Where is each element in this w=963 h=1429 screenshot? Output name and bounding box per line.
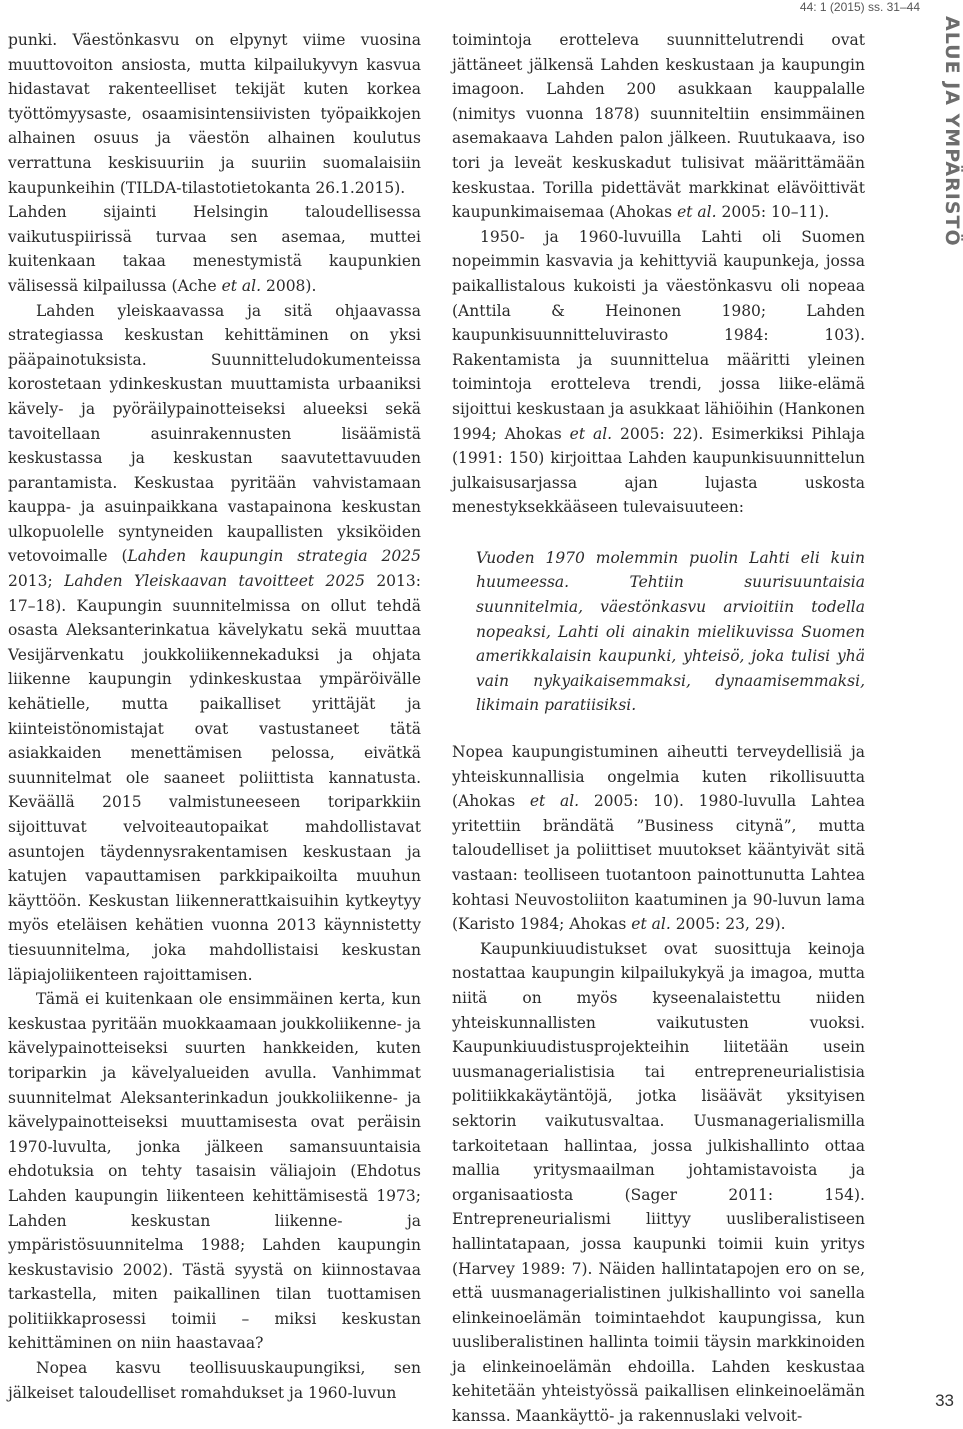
left-column (8, 28, 421, 1405)
block-quote: Vuoden 1970 molemmin puolin Lahti eli kuin huumeessa. Tehtiin suurisuuntaisia suunnitelmia, väestönkasvu arvioitiin todella nopeaksi, Lahti oli ainakin mielikuvissa Suomen amerikkalaisin kaupunki, yhteisö, joka tulisi yhä vain nykyaikaisemmaksi, dynaamisemmaksi, likimain paratiisiksi. (476, 548, 865, 715)
right-column (452, 28, 865, 1429)
paragraph: Lahden yleiskaavassa ja sitä ohjaavassa strategiassa keskustan kehittäminen on yksi pääpainotuksista. Suunnitteludokumenteissa korostetaan ydinkeskustan muuttamista urbaaniksi kävely- ja pyöräilypainotteiseksi alueeksi sekä tavoitellaan asuinrakennusten lisäämistä keskustassa ja keskustan saavutettavuuden parantamista. Keskustaa pyritään vahvistamaan kauppa- ja asuinpaikkana vastapainona keskustan ulkopuolelle syntyneiden kaupallisten yksiköiden vetovoimalle (Lahden kaupungin strategia 2025 2013; Lahden Yleiskaavan tavoitteet 2025 2013: 17–18). Kaupungin suunnitelmissa on ollut tehdä osasta Aleksanterinkatua kävelykatu sekä muuttaa Vesijärvenkatu joukkoliikennekaduksi ja ohjata liikenne kaupungin ydinkeskustaa ympäröivälle kehätielle, mutta paikalliset yrittäjät ja kiinteistönomistajat ovat vastustaneet tätä asiakkaiden menettämisen pelossa, eivätkä suunnitelmat ole saaneet poliittista kannatusta. Keväällä 2015 valmistuneeseen toriparkkiin sijoittuvat velvoiteautopaikat mahdollistavat asuntojen täydennysrakentamisen keskustaan ja katujen vapauttamisen parkkipaikoilta muuhun käyttöön. Keskustan liikennerattkaisuihin kytkeytyy myös eteläisen kehätien vuonna 2013 käynnistetty tiesuunnitelma, joka mahdollistaisi keskustan läpiajoliikenteen rajoittamisen. (8, 301, 421, 984)
paragraph: Nopea kasvu teollisuuskaupungiksi, sen jälkeiset taloudelliset romahdukset ja 1960-luvun (8, 1359, 421, 1402)
paragraph: toimintoja erotteleva suunnittelutrendi ovat jättäneet jälkensä Lahden keskustaan ja kaupungin imagoon. Lahden 200 asukkaan kauppalalle (nimitys vuonna 1878) suunniteltiin ensimmäinen asemakaava Lahden palon jälkeen. Ruutukaava, iso tori ja leveät keskuskadut tulisivat määrittämään keskustaa. Torilla pidettävät markkinat elävöittivät kaupunkimaisemaa (Ahokas et al. 2005: 10–11). (452, 31, 865, 222)
paragraph: 1950- ja 1960-luvuilla Lahti oli Suomen nopeimmin kasvavia ja kehittyviä kaupunkeja, jossa paikallistalous kukoisti ja väestönkasvu oli nopeaa (Anttila & Heinonen 1980; Lahden kaupunkisuunnitteluvirasto 1984: 103). Rakentamista ja suunnittelua määritti yleinen toimintoja erotteleva trendi, jossa liike-elämä sijoittui keskustaan ja asukkaat lähiöihin (Hankonen 1994; Ahokas et al. 2005: 22). Esimerkiksi Pihlaja (1991: 150) kirjoittaa Lahden kaupunkisuunnittelun julkaisusarjassa ajan lujasta uskosta menestyksekkääseen tulevaisuuteen: (452, 227, 865, 517)
paragraph: Nopea kaupungistuminen aiheutti terveydellisiä ja yhteiskunnallisia ongelmia kuten rikollisuutta (Ahokas et al. 2005: 10). 1980-luvulla Lahtea yritettiin brändätä ”Business citynä”, mutta taloudelliset ja poliittiset muutokset kääntyivät sitä vastaan: teolliseen tuotantoon painottunutta Lahtea kohtasi Neuvostoliiton kaatuminen ja 90-luvun lama (Karisto 1984; Ahokas et al. 2005: 23, 29). (452, 743, 865, 934)
page-number: 33 (935, 1391, 954, 1410)
journal-side-label (915, 6, 963, 247)
paragraph: punki. Väestönkasvu on elpynyt viime vuosina muuttovoiton ansiosta, mutta kilpailukyvyn kasvua hidastavat rakenteelliset tekijät kuten korkea työttömyysaste, osaamisintensiivisten työpaikkojen alhainen osuus ja väestön alhainen koulutus verrattuna keskisuuriin ja suuriin suomalaisiin kaupunkeihin (TILDA-tilastotietokanta 26.1.2015). (8, 31, 421, 197)
paragraph: Lahden sijainti Helsingin taloudellisessa vaikutuspiirissä turvaa sen asemaa, muttei kuitenkaan takaa menestymistä kaupunkien välisessä kilpailussa (Ache et al. 2008). (8, 203, 421, 295)
journal-citation: 44: 1 (2015) ss. 31–44 (799, 0, 920, 14)
journal-title: ALUE JA YMPÄRISTÖ (941, 16, 963, 247)
paragraph: Tämä ei kuitenkaan ole ensimmäinen kerta, kun keskustaa pyritään muokkaamaan joukkoliikenne- ja kävelypainotteiseksi suurten hankkeiden, kuten toriparkin ja kävelyalueiden avulla. Vanhimmat suunnitelmat Aleksanterinkadun joukkoliikenne- ja kävelypainotteiseksi muuttamisesta ovat peräisin 1970-luvulta, jonka jälkeen samansuuntaisia ehdotuksia on tehty tasaisin väliajoin (Ehdotus Lahden kaupungin liikenteen kehittämisestä 1973; Lahden keskustan liikenne- ja ympäristösuunnitelma 1988; Lahden kaupungin keskustavisio 2002). Tästä syystä on kiinnostavaa tarkastella, miten paikallinen tilan tuottamisen politiikkaprosessi toimii – miksi keskustan kehittäminen on niin haastavaa? (8, 990, 421, 1353)
paragraph: Kaupunkiuudistukset ovat suosittuja keinoja nostattaa kaupungin kilpailukykyä ja imagoa, mutta niitä on myös kyseenalaistettu niiden yhteiskunnallisten vaikutusten vuoksi. Kaupunkiuudistusprojekteihin liitetään usein uusmanagerialistisia tai entrepreneurialistisia politiikkakäytäntöjä, jotka lisäävät yksityisen sektorin vaikutusvaltaa. Uusmanagerialismilla tarkoitetaan hallintaa, jossa julkishallinto ottaa mallia yritysmaailman johtamistavoista ja organisaatiosta (Sager 2011: 154). Entrepreneurialismi liittyy uusliberalistiseen hallintatapaan, jossa kaupunki toimii kuin yritys (Harvey 1989: 7). Näiden hallintatapojen ero on se, että uusmanagerialistinen julkishallinto voi sanella elinkeinoelämän toimintaehdot kaupungissa, kun uusliberalistinen hallinta toimii täysin markkinoiden ja elinkeinoelämän ehdoilla. Lahden keskustaa kehitetään yhteistyössä paikallisen elinkeinoelämän kanssa. Maankäyttö- ja rakennuslaki velvoit- (452, 939, 865, 1426)
